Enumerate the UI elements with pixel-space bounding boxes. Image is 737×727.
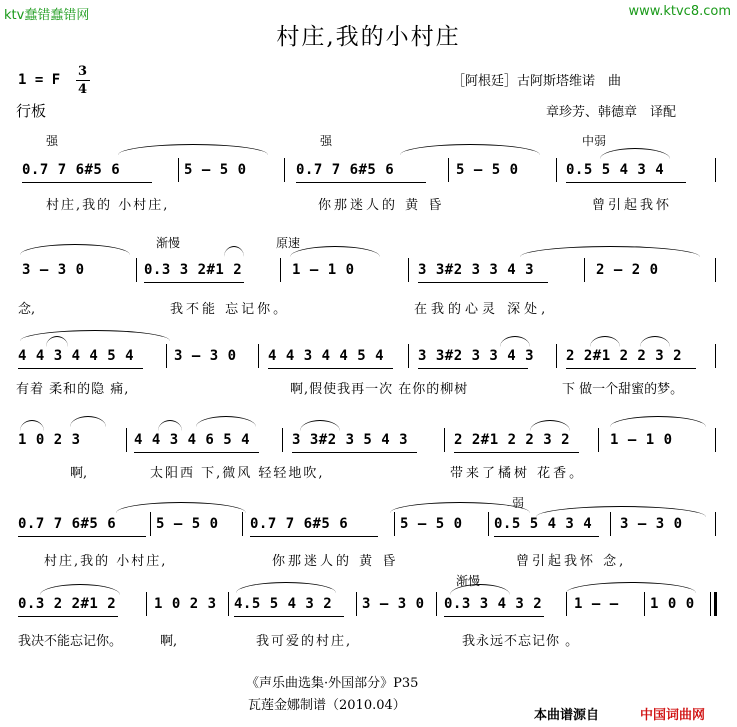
bar-line xyxy=(228,592,229,616)
bar-line xyxy=(584,258,585,282)
beam xyxy=(444,616,544,617)
slur xyxy=(70,416,106,427)
measure: 4.5 5 4 3 2 xyxy=(234,596,333,612)
slur xyxy=(300,420,340,431)
measure: 1 0 2 3 xyxy=(154,596,217,612)
measure: 3 – 3 0 xyxy=(174,348,237,364)
lyric-line: 下 做一个甜蜜的梦。 xyxy=(562,382,684,397)
bar-line xyxy=(488,512,489,536)
lyric-line: 带来了橘树 花香。 xyxy=(450,466,586,481)
slur xyxy=(158,420,182,431)
lyric-line: 啊, xyxy=(160,634,178,649)
bar-line xyxy=(556,158,557,182)
slur xyxy=(400,144,540,155)
slur xyxy=(196,416,256,427)
score-system-5 xyxy=(0,490,737,580)
bar-line xyxy=(408,258,409,282)
bar-line xyxy=(284,158,285,182)
measure: 1 – 1 0 xyxy=(610,432,673,448)
measure: 1 0 0 xyxy=(650,596,695,612)
measure: 0.5 5 4 3 4 xyxy=(566,162,665,178)
measure: 1 – 1 0 xyxy=(292,262,355,278)
measure: 1 0 2 3 xyxy=(18,432,81,448)
footer-source-label: 本曲谱源自 xyxy=(534,708,600,723)
beam xyxy=(18,616,118,617)
measure: 0.3 3 4 3 2 xyxy=(444,596,543,612)
slur xyxy=(20,330,170,341)
lyric-line: 念, xyxy=(18,302,36,317)
bar-line xyxy=(242,512,243,536)
bar-line xyxy=(644,592,645,616)
time-signature-top: 3 xyxy=(78,64,88,79)
dynamic-mark: 弱 xyxy=(512,496,525,510)
slur xyxy=(118,144,268,155)
beam xyxy=(494,536,599,537)
measure: 4 4 3 4 4 5 4 xyxy=(268,348,385,364)
score-system-3 xyxy=(0,326,737,416)
bar-line xyxy=(258,344,259,368)
slur xyxy=(290,246,380,257)
bar-line xyxy=(126,428,127,452)
beam xyxy=(418,282,548,283)
slur xyxy=(224,246,244,257)
slur xyxy=(610,416,706,427)
measure: 0.7 7 6#5 6 xyxy=(22,162,121,178)
bar-line xyxy=(715,344,716,368)
measure: 0.5 5 4 3 4 xyxy=(494,516,593,532)
beam xyxy=(144,282,244,283)
watermark-right: www.ktvc8.com xyxy=(628,4,731,19)
lyric-line: 曾引起我怀 念, xyxy=(516,554,627,569)
slur xyxy=(40,584,120,595)
slur xyxy=(116,502,246,513)
slur xyxy=(566,582,696,593)
dynamic-mark: 中弱 xyxy=(582,134,607,148)
measure: 3 3#2 3 5 4 3 xyxy=(292,432,409,448)
beam xyxy=(18,536,146,537)
lyric-line: 我不能 忘记你。 xyxy=(170,302,290,317)
score-maker: 瓦莲金娜制谱（2010.04） xyxy=(248,698,406,713)
slur xyxy=(20,420,44,431)
tempo-change-mark: 原速 xyxy=(276,236,301,250)
lyric-line: 村庄,我的 小村庄, xyxy=(44,554,168,569)
bar-line xyxy=(280,258,281,282)
bar-line xyxy=(715,428,716,452)
time-signature-bottom: 4 xyxy=(78,82,88,97)
bar-line xyxy=(150,512,151,536)
slur xyxy=(520,246,700,257)
watermark-left: ktv蠢错蠢错网 xyxy=(4,8,90,23)
measure: 4 4 3 4 4 5 4 xyxy=(18,348,135,364)
tempo-marking: 行板 xyxy=(16,102,47,120)
dynamic-mark: 强 xyxy=(46,134,59,148)
lyric-line: 我永远不忘记你 。 xyxy=(462,634,580,649)
beam xyxy=(268,368,393,369)
bar-line xyxy=(556,344,557,368)
score-system-6 xyxy=(0,570,737,660)
slur xyxy=(236,582,336,593)
bar-line xyxy=(166,344,167,368)
slur xyxy=(530,420,570,431)
score-system-2 xyxy=(0,232,737,322)
measure: 2 2#1 2 2 3 2 xyxy=(566,348,683,364)
lyric-line: 你那迷人的 黄 昏 xyxy=(318,198,445,213)
measure: 3 3#2 3 3 4 3 xyxy=(418,348,535,364)
bar-line xyxy=(394,512,395,536)
beam xyxy=(292,452,417,453)
beam xyxy=(418,368,528,369)
arranger-credit: 章珍芳、韩德章 译配 xyxy=(546,105,677,120)
page-title: 村庄,我的小村庄 xyxy=(276,24,461,50)
tempo-change-mark: 渐慢 xyxy=(456,574,481,588)
lyric-line: 我可爱的村庄, xyxy=(256,634,353,649)
measure: 5 – 5 0 xyxy=(184,162,247,178)
slur xyxy=(20,244,130,255)
beam xyxy=(18,368,143,369)
lyric-line: 在我的心灵 深处, xyxy=(414,302,550,317)
beam xyxy=(296,182,426,183)
slur xyxy=(640,336,670,347)
lyric-line: 太阳西 下,微风 轻轻地吹, xyxy=(150,466,325,481)
beam xyxy=(454,452,579,453)
bar-line xyxy=(448,158,449,182)
bar-line xyxy=(610,512,611,536)
key-signature: 1 = F xyxy=(18,72,61,88)
bar-line xyxy=(444,428,445,452)
beam xyxy=(250,536,378,537)
measure: 1 – – xyxy=(574,596,619,612)
tempo-change-mark: 渐慢 xyxy=(156,236,181,250)
lyric-line: 有着 柔和的隐 痛, xyxy=(16,382,130,397)
bar-line xyxy=(178,158,179,182)
measure: 0.3 3 2#1 2 xyxy=(144,262,243,278)
bar-line xyxy=(356,592,357,616)
slur xyxy=(590,336,620,347)
slur xyxy=(500,336,530,347)
bar-line xyxy=(598,428,599,452)
lyric-line: 村庄,我的 小村庄, xyxy=(46,198,170,213)
lyric-line: 曾引起我怀 xyxy=(592,198,673,213)
bar-line xyxy=(436,592,437,616)
lyric-line: 你那迷人的 黄 昏 xyxy=(272,554,399,569)
measure: 5 – 5 0 xyxy=(156,516,219,532)
bar-line xyxy=(566,592,567,616)
bar-line-final-thick xyxy=(714,592,717,616)
beam xyxy=(134,452,259,453)
score-system-1 xyxy=(0,130,737,220)
bar-line xyxy=(715,258,716,282)
measure: 3 3#2 3 3 4 3 xyxy=(418,262,535,278)
measure: 5 – 5 0 xyxy=(456,162,519,178)
measure: 3 – 3 0 xyxy=(22,262,85,278)
bar-line xyxy=(146,592,147,616)
score-system-4 xyxy=(0,410,737,500)
beam xyxy=(234,616,344,617)
beam xyxy=(566,368,696,369)
measure: 2 – 2 0 xyxy=(596,262,659,278)
footer-site-link[interactable]: 中国词曲网 xyxy=(640,708,706,723)
bar-line-final-thin xyxy=(710,592,711,616)
lyric-line: 啊, xyxy=(70,466,88,481)
measure: 0.7 7 6#5 6 xyxy=(250,516,349,532)
slur xyxy=(600,148,670,159)
source-citation: 《声乐曲选集·外国部分》P35 xyxy=(246,676,419,691)
bar-line xyxy=(136,258,137,282)
measure: 0.7 7 6#5 6 xyxy=(18,516,117,532)
bar-line xyxy=(715,158,716,182)
beam xyxy=(22,182,152,183)
measure: 2 2#1 2 2 3 2 xyxy=(454,432,571,448)
measure: 5 – 5 0 xyxy=(400,516,463,532)
bar-line xyxy=(408,344,409,368)
slur xyxy=(390,502,530,513)
lyric-line: 我决不能忘记你。 xyxy=(18,634,123,649)
measure: 0.7 7 6#5 6 xyxy=(296,162,395,178)
beam xyxy=(566,182,686,183)
measure: 3 – 3 0 xyxy=(362,596,425,612)
measure: 4 4 3 4 6 5 4 xyxy=(134,432,251,448)
lyric-line: 啊,假使我再一次 在你的柳树 xyxy=(290,382,469,397)
bar-line xyxy=(715,512,716,536)
dynamic-mark: 强 xyxy=(320,134,333,148)
bar-line xyxy=(282,428,283,452)
measure: 0.3 2 2#1 2 xyxy=(18,596,117,612)
composer-credit: ［阿根廷］古阿斯塔维诺 曲 xyxy=(452,74,622,89)
measure: 3 – 3 0 xyxy=(620,516,683,532)
